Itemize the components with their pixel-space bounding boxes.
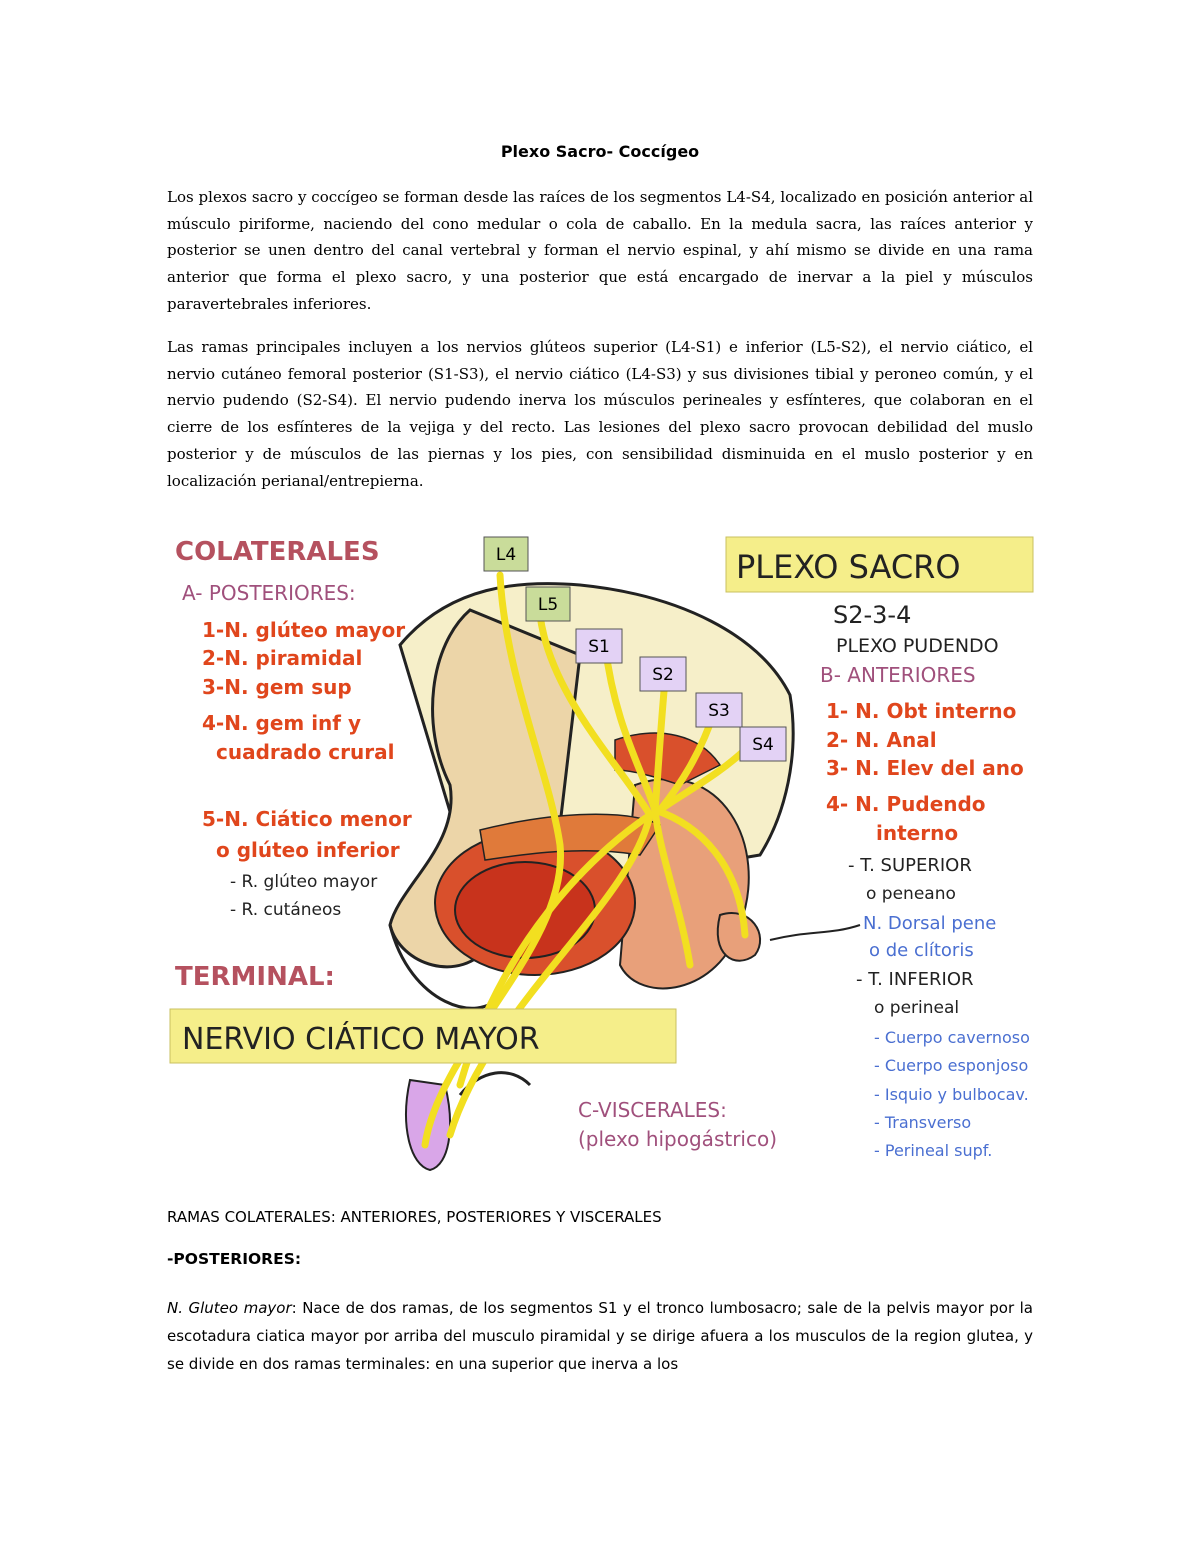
t-superior-label: - T. SUPERIOR [848, 855, 972, 876]
root-s3: S3 [708, 701, 730, 721]
gluteo-mayor-term: N. Gluteo mayor [167, 1299, 292, 1317]
anterior-item-4b: interno [876, 821, 959, 845]
root-l5: L5 [537, 595, 559, 615]
anterior-item-4: 4- N. Pudendo [826, 792, 986, 816]
anterior-item-1: 1- N. Obt interno [826, 699, 1017, 723]
viscerales-heading: C-VISCERALES: [578, 1098, 727, 1122]
root-l4: L4 [495, 545, 517, 565]
plexo-pudendo-label: PLEXO PUDENDO [836, 635, 999, 657]
colaterales-heading: COLATERALES [175, 537, 380, 567]
posterior-item-5: 5-N. Ciático menor [202, 807, 412, 831]
dorsal-label-1: N. Dorsal pene [863, 913, 997, 934]
paragraph-1: Los plexos sacro y coccígeo se forman desde las raíces de los segmentos L4-S4, localizado en posición anterior al músculo piriforme, naciendo del cono medular o cola de caballo. En la medula sacra, las raíces anterior y posterior se unen dentro del canal vertebral y forman el nervio espinal, y ahí mismo se divide en una rama anterior que forma el plexo sacro, y una posterior que está encargado de inervar a la piel y músculos paravertebrales inferiores. [167, 188, 1033, 313]
inferior-item-4: - Transverso [874, 1113, 972, 1132]
anterior-item-2: 2- N. Anal [826, 728, 937, 752]
inferior-item-3: - Isquio y bulbocav. [874, 1085, 1029, 1104]
paragraph-2: Las ramas principales incluyen a los nervios glúteos superior (L4-S1) e inferior (L5-S2), el nervio ciático, el nervio cutáneo femoral posterior (S1-S3), el nervio ciático (L4-S3) y sus divisiones tibial y peroneo común, y el nervio pudendo (S2-S4). El nervio pudendo inerva los músculos perineales y esfínteres, que colaboran en el cierre de los esfínteres de la vejiga y del recto. Las lesiones del plexo sacro provocan debilidad del muslo posterior y de músculos de las piernas y los pies, con sensibilidad disminuida en el muslo posterior y en localización perianal/entrepierna. [167, 338, 1033, 490]
anteriores-heading: B- ANTERIORES [820, 663, 976, 687]
posterior-item-1: 1-N. glúteo mayor [202, 618, 406, 642]
t-inferior-label: - T. INFERIOR [856, 969, 974, 990]
rama-cutaneos: - R. cutáneos [230, 900, 342, 920]
posteriores-section-heading: -POSTERIORES: [167, 1250, 302, 1268]
posterior-item-4b: cuadrado crural [216, 740, 395, 764]
posterior-item-5b: o glúteo inferior [216, 838, 400, 862]
root-s1: S1 [588, 637, 610, 657]
inferior-item-5: - Perineal supf. [874, 1141, 993, 1160]
viscerales-sub: (plexo hipogástrico) [578, 1127, 778, 1151]
terminal-heading: TERMINAL: [175, 962, 335, 992]
dorsal-label-2: o de clítoris [869, 940, 974, 961]
plexo-sacro-title: PLEXO SACRO [736, 548, 961, 586]
rama-gluteo: - R. glúteo mayor [230, 872, 378, 892]
root-s2: S2 [652, 665, 674, 685]
posterior-item-2: 2-N. piramidal [202, 646, 363, 670]
posterior-item-4: 4-N. gem inf y [202, 711, 361, 735]
document-title: Plexo Sacro- Coccígeo [500, 142, 700, 161]
inferior-item-2: - Cuerpo esponjoso [874, 1056, 1029, 1075]
s234-label: S2-3-4 [833, 601, 912, 629]
ramas-colaterales-heading: RAMAS COLATERALES: ANTERIORES, POSTERIORES Y VISCERALES [167, 1208, 662, 1226]
paragraph-3 [167, 1294, 1033, 1378]
root-s4: S4 [752, 735, 774, 755]
sacral-plexus-diagram [160, 525, 1050, 1180]
nervio-ciatico-label: NERVIO CIÁTICO MAYOR [182, 1022, 540, 1057]
posterior-item-3: 3-N. gem sup [202, 675, 352, 699]
inferior-item-1: - Cuerpo cavernoso [874, 1028, 1030, 1047]
anterior-item-3: 3- N. Elev del ano [826, 756, 1024, 780]
paragraph-3-text: : Nace de dos ramas, de los segmentos S1 y el tronco lumbosacro; sale de la pelvis mayor por la escotadura ciatica mayor por arriba del musculo piramidal y se dirige afuera a los musculos de la region glutea, y se divide en dos ramas terminales: en una superior que inerva a los [167, 1299, 1033, 1373]
perineal-label: o perineal [874, 998, 960, 1018]
posteriores-heading: A- POSTERIORES: [182, 581, 356, 605]
peneano-label: o peneano [866, 884, 956, 904]
